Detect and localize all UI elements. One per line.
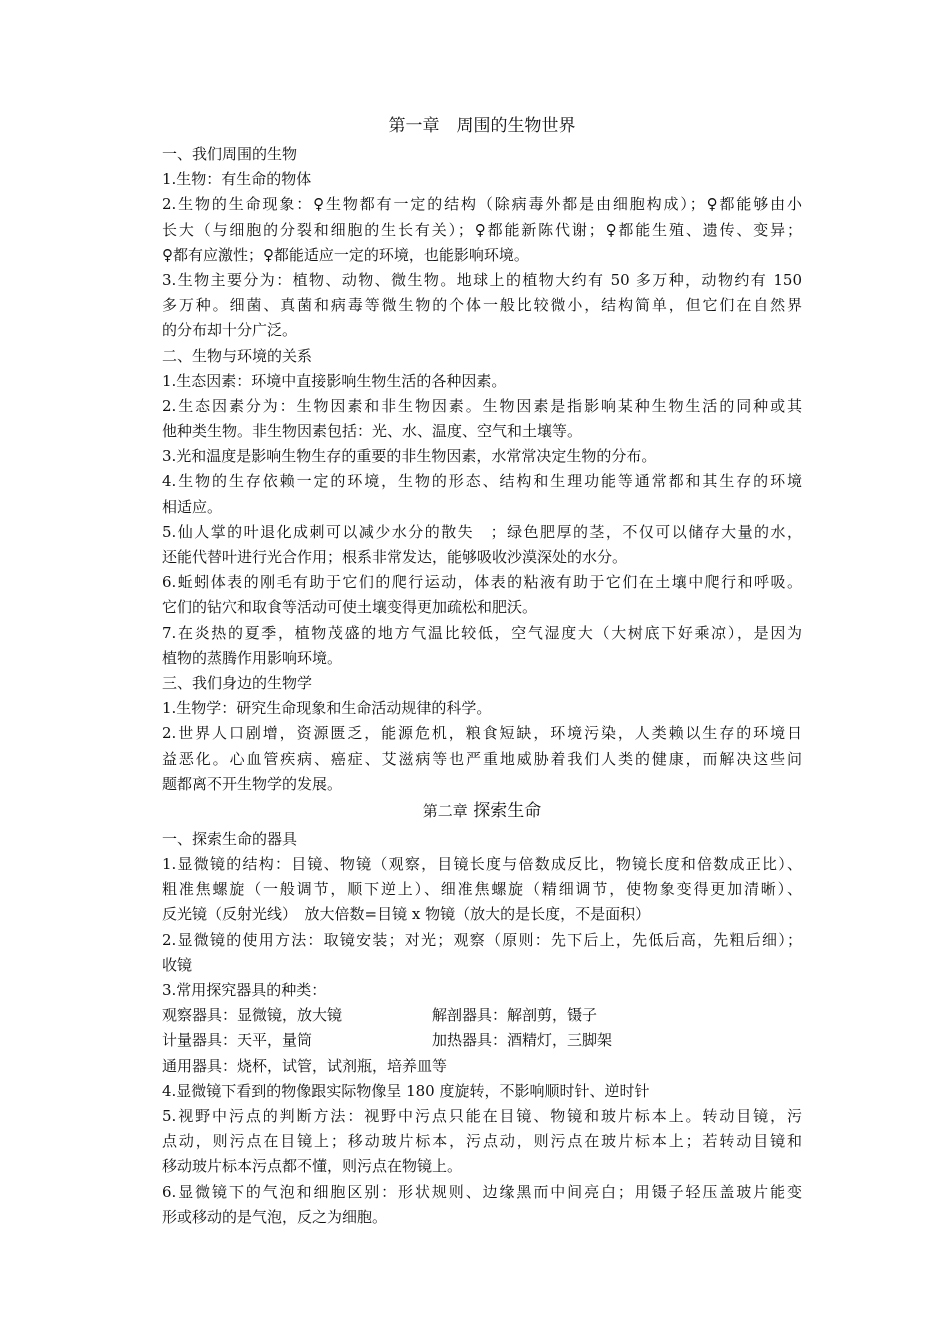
paragraph-line: 2.生态因素分为：生物因素和非生物因素。生物因素是指影响某种生物生活的同种或其 — [162, 396, 802, 415]
section-heading: 三、我们身边的生物学 — [162, 673, 313, 692]
chapter1-title: 第一章 周围的生物世界 — [388, 116, 576, 136]
tool-left: 计量器具：天平，量筒 — [162, 1031, 313, 1050]
tool-right: 加热器具：酒精灯，三脚架 — [432, 1031, 613, 1050]
paragraph-line: 通用器具：烧杯，试管，试剂瓶，培养皿等 — [162, 1056, 448, 1075]
paragraph-line: 1.生态因素：环境中直接影响生物生活的各种因素。 — [162, 371, 507, 390]
tool-right: 解剖器具：解剖剪，镊子 — [432, 1006, 598, 1025]
tool-row — [162, 1003, 802, 1028]
section-heading: 一、我们周围的生物 — [162, 145, 298, 163]
section-heading: 二、生物与环境的关系 — [162, 346, 313, 365]
paragraph-line: 3.生物主要分为：植物、动物、微生物。地球上的植物大约有 50 多万种，动物约有 150 — [162, 270, 802, 289]
paragraph-line: 2.世界人口剧增，资源匮乏，能源危机，粮食短缺，环境污染，人类赖以生存的环境日 — [162, 724, 802, 743]
paragraph-line: 5.仙人掌的叶退化成刺可以减少水分的散失 ；绿色肥厚的茎，不仅可以储存大量的水， — [162, 522, 802, 541]
paragraph-line: 形或移动的是气泡，反之为细胞。 — [162, 1207, 388, 1226]
paragraph-line: 3.常用探究器具的种类： — [162, 981, 327, 999]
paragraph-line: 7.在炎热的夏季，植物茂盛的地方气温比较低，空气湿度大（大树底下好乘凉），是因为 — [162, 623, 802, 642]
paragraph-line: 相适应。 — [162, 497, 223, 516]
paragraph-line: 收镜 — [162, 955, 193, 974]
paragraph-line: 还能代替叶进行光合作用；根系非常发达，能够吸收沙漠深处的水分。 — [162, 548, 628, 566]
paragraph-line: 6.显微镜下的气泡和细胞区别：形状规则、边缘黑而中间亮白；用镊子轻压盖玻片能变 — [162, 1182, 802, 1201]
paragraph-line: 1.生物：有生命的物体 — [162, 170, 312, 189]
chapter2-title — [162, 797, 802, 827]
paragraph-line: 他种类生物。非生物因素包括：光、水、温度、空气和土壤等。 — [162, 422, 583, 441]
document-page — [162, 112, 802, 1230]
paragraph-line: 点动，则污点在目镜上；移动玻片标本，污点动，则污点在玻片标本上；若转动目镜和 — [162, 1132, 802, 1151]
paragraph-line: 益恶化。心血管疾病、癌症、艾滋病等也严重地威胁着我们人类的健康，而解决这些问 — [162, 749, 802, 768]
paragraph-line: 移动玻片标本污点都不懂，则污点在物镜上。 — [162, 1157, 463, 1176]
chapter2-number: 第二章 — [422, 801, 468, 820]
paragraph-line: 1.显微镜的结构：目镜、物镜（观察，目镜长度与倍数成反比，物镜长度和倍数成正比）、 — [162, 855, 802, 874]
tool-row — [162, 1028, 802, 1053]
paragraph-line: 5.视野中污点的判断方法：视野中污点只能在目镜、物镜和玻片标本上。转动目镜，污 — [162, 1106, 802, 1125]
paragraph-line: 1.生物学：研究生命现象和生命活动规律的科学。 — [162, 699, 492, 718]
paragraph-line: 它们的钻穴和取食等活动可使土壤变得更加疏松和肥沃。 — [162, 598, 538, 617]
paragraph-line: 长大（与细胞的分裂和细胞的生长有关）；♀都能新陈代谢；♀都能生殖、遗传、变异； — [162, 220, 802, 239]
paragraph-line: 2.显微镜的使用方法：取镜安装；对光；观察（原则：先下后上，先低后高，先粗后细）； — [162, 930, 802, 949]
paragraph-line: 3.光和温度是影响生物生存的重要的非生物因素，水常常决定生物的分布。 — [162, 447, 657, 466]
paragraph-line: 2.生物的生命现象：♀生物都有一定的结构（除病毒外都是由细胞构成）；♀都能够由小 — [162, 195, 802, 214]
section-heading: 一、探索生命的器具 — [162, 829, 298, 848]
chapter2-name: 探索生命 — [473, 800, 542, 821]
paragraph-line: 反光镜（反射光线） 放大倍数=目镜 x 物镜（放大的是长度，不是面积） — [162, 905, 651, 924]
paragraph-line: 多万种。细菌、真菌和病毒等微生物的个体一般比较微小，结构简单，但它们在自然界 — [162, 296, 802, 315]
paragraph-line: 的分布却十分广泛。 — [162, 321, 298, 340]
paragraph-line: 4.生物的生存依赖一定的环境，生物的形态、结构和生理功能等通常都和其生存的环境 — [162, 472, 802, 491]
paragraph-line: 植物的蒸腾作用影响环境。 — [162, 648, 343, 667]
paragraph-line: ♀都有应激性；♀都能适应一定的环境，也能影响环境。 — [162, 245, 529, 264]
paragraph-line: 6.蚯蚓体表的刚毛有助于它们的爬行运动，体表的粘液有助于它们在土壤中爬行和呼吸。 — [162, 573, 802, 592]
tool-left: 观察器具：显微镜，放大镜 — [162, 1006, 343, 1025]
paragraph-line: 4.显微镜下看到的物像跟实际物像呈 180 度旋转，不影响顺时针、逆时针 — [162, 1081, 650, 1100]
paragraph-line: 粗准焦螺旋（一般调节，顺下逆上）、细准焦螺旋（精细调节，使物象变得更加清晰）、 — [162, 880, 802, 899]
paragraph-line: 题都离不开生物学的发展。 — [162, 774, 343, 793]
